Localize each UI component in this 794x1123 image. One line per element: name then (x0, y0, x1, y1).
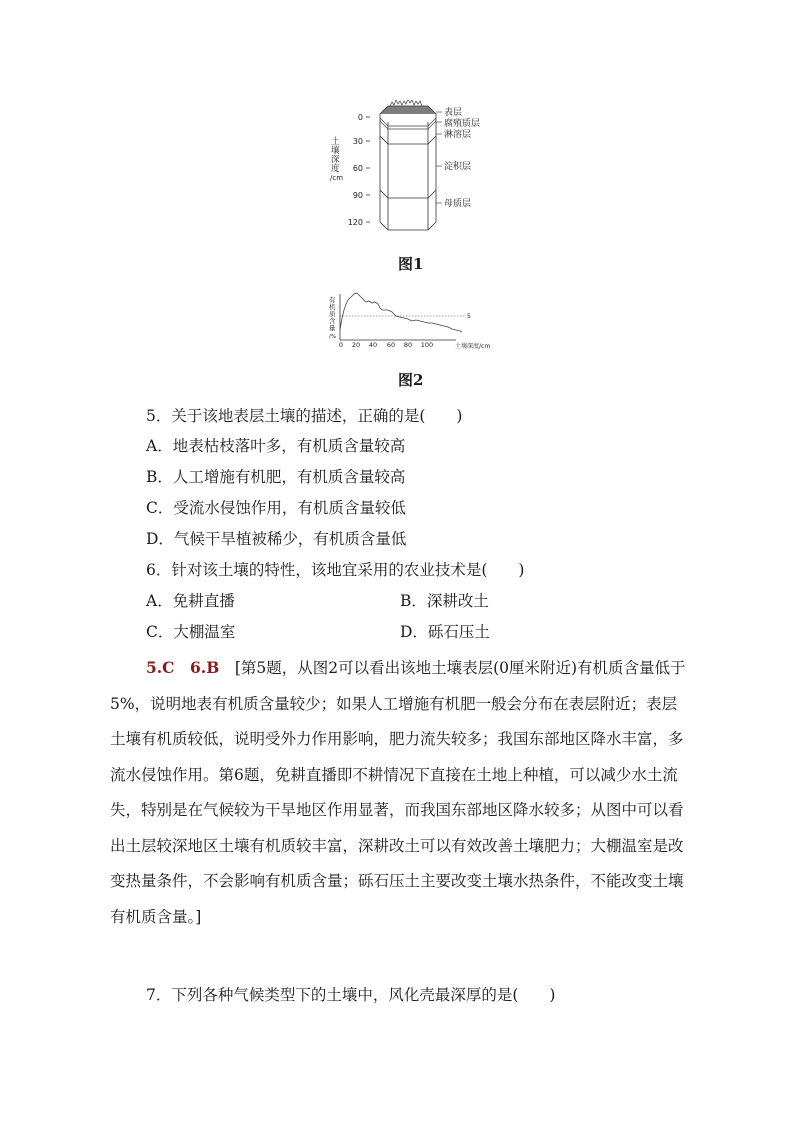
question-5-option-a: A．地表枯枝落叶多，有机质含量较高 (146, 437, 406, 455)
y-axis-label-char: 质 (329, 310, 336, 318)
y-axis-label-char: 有 (329, 296, 336, 304)
figure2-caption: 图2 (398, 371, 424, 389)
reference-value: 5 (467, 313, 471, 320)
x-tick: 40 (368, 341, 378, 349)
soil-profile-figure (330, 100, 500, 235)
y-axis-label-char: 深 (331, 155, 340, 165)
organic-matter-curve (340, 293, 462, 332)
soil-column (380, 100, 436, 230)
question-7-stem: 7．下列各种气候类型下的土壤中，风化壳最深厚的是( ) (146, 986, 556, 1004)
question-5-option-b: B．人工增施有机肥，有机质含量较高 (146, 468, 406, 486)
y-axis-label-unit: /cm (330, 174, 344, 182)
depth-tick: 120 (347, 218, 363, 227)
layer-label: 淀积层 (444, 162, 472, 172)
y-axis-label-char: 量 (329, 324, 336, 332)
y-axis-label-char: 土 (331, 137, 340, 147)
question-6-option-c: C．大棚温室 (146, 623, 236, 641)
answer-explanation (110, 650, 686, 935)
y-axis-label-char: 含 (329, 317, 336, 325)
question-6-option-d: D．砾石压土 (400, 623, 490, 641)
question-5-stem: 5．关于该地表层土壤的描述，正确的是( ) (146, 407, 463, 425)
layer-label: 腐殖质层 (444, 119, 481, 129)
depth-tick: 30 (352, 137, 363, 146)
answer-text: [第5题，从图2可以看出该地土壤表层(0厘米附近)有机质含量低于5%，说明地表有机质含量较少；如果人工增施有机肥一般会分布在表层附近；表层土壤有机质较低，说明受外力作用影响，肥力流失较多；我国东部地区降水丰富，多流水侵蚀作用。第6题，免耕直播即不耕情况下直接在土地上种植，可以减少水土流失，特别是在气候较为干旱地区作用显著，而我国东部地区降水较多；从图中可以看出土层较深地区土壤有机质较丰富，深耕改土可以有效改善土壤肥力；大棚温室是改变热量条件，不会影响有机质含量；砾石压土主要改变土壤水热条件，不能改变土壤有机质含量。] (110, 659, 686, 926)
depth-tick: 0 (357, 113, 363, 122)
y-axis-label-char: 机 (329, 303, 336, 311)
question-6-stem: 6．针对该土壤的特性，该地宜采用的农业技术是( ) (146, 561, 525, 579)
depth-tick: 90 (352, 191, 363, 200)
depth-tick: 60 (352, 164, 363, 173)
y-axis-label-char: 壤 (331, 146, 340, 156)
question-5-option-c: C．受流水侵蚀作用，有机质含量较低 (146, 499, 406, 517)
x-axis-label: 土壤深度/cm (455, 343, 491, 350)
y-axis-label-unit: /% (329, 334, 337, 340)
x-tick: 80 (403, 341, 413, 349)
x-tick: 20 (351, 341, 361, 349)
x-tick: 60 (386, 341, 396, 349)
layer-label: 母质层 (444, 199, 472, 209)
answer-key: 5.C 6.B (146, 658, 220, 677)
layer-label: 表层 (444, 108, 463, 118)
question-6-option-b: B．深耕改土 (400, 592, 489, 610)
question-5-option-d: D．气候干旱植被稀少，有机质含量低 (146, 530, 407, 548)
y-axis-label-char: 度 (331, 164, 340, 174)
figure1-caption: 图1 (398, 255, 424, 273)
question-6-option-a: A．免耕直播 (146, 592, 235, 610)
organic-matter-figure (326, 290, 506, 354)
x-tick: 0 (338, 341, 344, 349)
layer-label: 淋溶层 (444, 130, 472, 140)
x-tick: 100 (420, 341, 434, 349)
